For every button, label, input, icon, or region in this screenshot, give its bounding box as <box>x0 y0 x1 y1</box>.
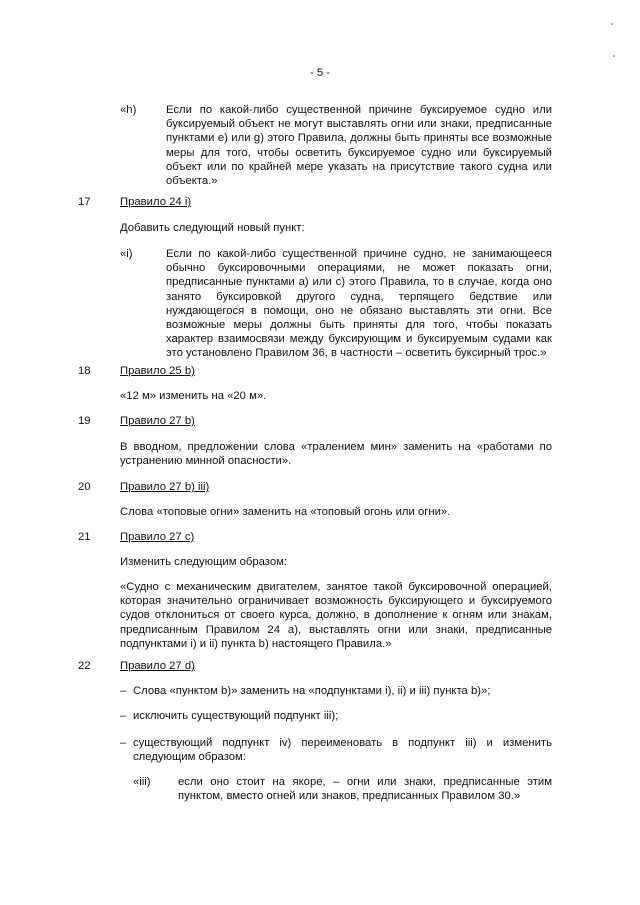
section-number: 22 <box>78 660 91 672</box>
section-paragraph: Слова «топовые огни» заменить на «топовый огонь или огни». <box>120 506 451 518</box>
bullet-dash: – <box>120 710 127 722</box>
section-heading: Правило 27 b) iii) <box>120 481 210 493</box>
section-heading: Правило 27 b) <box>120 415 195 427</box>
section-number: 18 <box>78 365 91 377</box>
subclause-label: «i) <box>120 248 133 260</box>
page-number: - 5 - <box>309 67 331 79</box>
section-paragraph: Изменить следующим образом: <box>120 556 288 568</box>
bullet-item: существующий подпункт iv) переименовать в подпункт iii) и изменить следующим образом: <box>133 737 552 764</box>
section-heading: Правило 27 c) <box>120 531 195 543</box>
section-number: 21 <box>78 531 91 543</box>
bullet-item: Слова «пунктом b)» заменить на «подпунктами i), ii) и iii) пункта b)»; <box>133 685 491 697</box>
subclause-text: Если по какой-либо существенной причине судно, не занимающееся обычно буксировочными операциями, не может показать огни, предписанные пунктами a) или c) этого Правила, то в случае, когда оно занято буксировкой другого судна, терпящего бедствие или нуждающегося в помощи, оно не обязано выставлять эти огни. Все возможные меры должны быть приняты для того, чтобы показать характер взаимосвязи между буксирующим и буксируемым судами как это установлено Правилом 36, в частности – осветить буксирный трос.» <box>166 248 552 360</box>
section-number: 19 <box>78 415 91 427</box>
intro-text: Если по какой-либо существенной причине буксируемое судно или буксируемый объект не могут выставлять огни или знаки, предписанные пунктами e) или g) этого Правила, должны быть приняты все возможные меры для того, чтобы осветить буксируемое судно или буксируемый объект или по крайней мере указать на присутствие такого судна или объекта.» <box>166 104 552 188</box>
section-quote: «Судно с механическим двигателем, занятое такой буксировочной операцией, которая значительно ограничивает возможность буксирующего и буксируемого судов отклониться от своего курса, должно, в дополнение к огням или знакам, предписанным Правилом 24 a), выставлять огни или знаки, предписанные подпунктами i) и ii) пункта b) настоящего Правила.» <box>120 581 552 650</box>
section-heading: Правило 27 d) <box>120 660 195 672</box>
bullet-item: исключить существующий подпункт iii); <box>133 710 339 722</box>
section-paragraph: «12 м» изменить на «20 м». <box>120 390 267 402</box>
section-number: 17 <box>78 196 91 208</box>
bullet-dash: – <box>120 685 127 697</box>
section-paragraph: В вводном, предложении слова «тралением мин» заменить на «работами по устранению минной опасности». <box>120 441 552 468</box>
bullet-dash: – <box>120 737 127 749</box>
subclause-label: «iii) <box>133 776 151 788</box>
scan-specks <box>610 22 618 62</box>
section-heading: Правило 24 i) <box>120 196 192 208</box>
section-paragraph: Добавить следующий новый пункт: <box>120 222 305 234</box>
subclause-text: если оно стоит на якоре, – огни или знаки, предписанные этим пунктом, вместо огней или знаков, предписанных Правилом 30.» <box>178 776 552 803</box>
intro-label: «h) <box>120 104 137 116</box>
section-heading: Правило 25 b) <box>120 365 195 377</box>
section-number: 20 <box>78 481 91 493</box>
